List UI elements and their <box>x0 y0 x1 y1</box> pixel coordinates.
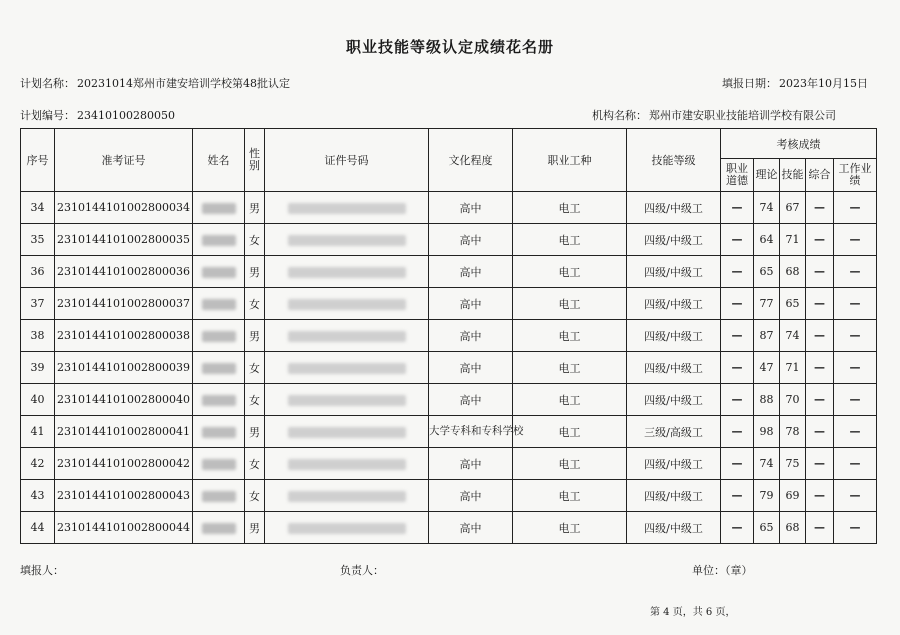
theory-cell: 65 <box>754 256 780 288</box>
ethics-cell: — <box>721 288 754 320</box>
id-cell-redacted <box>265 480 429 512</box>
work-cell: — <box>834 192 877 224</box>
name-cell-redacted <box>193 224 245 256</box>
unit-seal-label: 单位：（章） <box>692 564 753 577</box>
ticket-cell: 2310144101002800037 <box>55 288 193 320</box>
col-theory-header: 理论 <box>754 159 780 192</box>
redaction-blur <box>288 235 406 246</box>
ethics-cell: — <box>721 192 754 224</box>
ethics-cell: — <box>721 320 754 352</box>
skill-cell: 65 <box>780 288 806 320</box>
overall-cell: — <box>806 416 834 448</box>
filler-label: 填报人： <box>20 564 64 577</box>
col-gender-header: 性别 <box>245 129 265 192</box>
overall-cell: — <box>806 384 834 416</box>
table-row <box>21 256 877 288</box>
seq-cell: 43 <box>21 480 55 512</box>
trade-cell: 电工 <box>513 448 627 480</box>
overall-cell: — <box>806 448 834 480</box>
col-ticket-header: 准考证号 <box>55 129 193 192</box>
redaction-blur <box>288 299 406 310</box>
redaction-blur <box>288 427 406 438</box>
trade-cell: 电工 <box>513 352 627 384</box>
work-cell: — <box>834 320 877 352</box>
level-cell: 四级/中级工 <box>627 256 721 288</box>
page-indicator: 第 4 页，共 6 页， <box>650 607 736 618</box>
overall-cell: — <box>806 320 834 352</box>
work-cell: — <box>834 288 877 320</box>
edu-cell: 高中 <box>429 192 513 224</box>
gender-cell: 女 <box>245 384 265 416</box>
redaction-blur <box>288 523 406 534</box>
id-cell-redacted <box>265 512 429 544</box>
plan-name-value: 20231014郑州市建安培训学校第48批认定 <box>77 77 290 90</box>
theory-cell: 64 <box>754 224 780 256</box>
name-cell-redacted <box>193 480 245 512</box>
col-scores-header: 考核成绩 <box>721 129 877 159</box>
gender-cell: 女 <box>245 480 265 512</box>
edu-cell: 大学专科和专科学校 <box>429 416 513 448</box>
name-cell-redacted <box>193 384 245 416</box>
gender-cell: 女 <box>245 224 265 256</box>
org-name-label: 机构名称： <box>592 109 647 122</box>
col-id-header: 证件号码 <box>265 129 429 192</box>
plan-no-label: 计划编号： <box>20 109 75 122</box>
trade-cell: 电工 <box>513 288 627 320</box>
work-cell: — <box>834 480 877 512</box>
level-cell: 四级/中级工 <box>627 352 721 384</box>
trade-cell: 电工 <box>513 320 627 352</box>
id-cell-redacted <box>265 192 429 224</box>
seq-cell: 36 <box>21 256 55 288</box>
redaction-blur <box>202 491 236 502</box>
table-row <box>21 448 877 480</box>
ticket-cell: 2310144101002800035 <box>55 224 193 256</box>
level-cell: 四级/中级工 <box>627 480 721 512</box>
fill-date <box>722 75 868 91</box>
redaction-blur <box>288 363 406 374</box>
table-row <box>21 288 877 320</box>
plan-no-value: 23410100280050 <box>77 109 175 122</box>
id-cell-redacted <box>265 224 429 256</box>
redaction-blur <box>202 427 236 438</box>
skill-cell: 74 <box>780 320 806 352</box>
theory-cell: 47 <box>754 352 780 384</box>
seq-cell: 39 <box>21 352 55 384</box>
skill-cell: 67 <box>780 192 806 224</box>
score-roster-table <box>20 128 877 544</box>
plan-no <box>20 107 175 123</box>
skill-cell: 71 <box>780 352 806 384</box>
redaction-blur <box>202 395 236 406</box>
trade-cell: 电工 <box>513 256 627 288</box>
skill-cell: 75 <box>780 448 806 480</box>
edu-cell: 高中 <box>429 480 513 512</box>
skill-cell: 71 <box>780 224 806 256</box>
table-row <box>21 192 877 224</box>
theory-cell: 98 <box>754 416 780 448</box>
seq-cell: 38 <box>21 320 55 352</box>
name-cell-redacted <box>193 416 245 448</box>
table-row <box>21 512 877 544</box>
col-level-header: 技能等级 <box>627 129 721 192</box>
ticket-cell: 2310144101002800038 <box>55 320 193 352</box>
trade-cell: 电工 <box>513 384 627 416</box>
skill-cell: 70 <box>780 384 806 416</box>
work-cell: — <box>834 448 877 480</box>
table-row <box>21 224 877 256</box>
seq-cell: 42 <box>21 448 55 480</box>
org-name <box>592 107 836 123</box>
work-cell: — <box>834 512 877 544</box>
gender-cell: 男 <box>245 416 265 448</box>
ticket-cell: 2310144101002800044 <box>55 512 193 544</box>
name-cell-redacted <box>193 192 245 224</box>
seq-cell: 35 <box>21 224 55 256</box>
ticket-cell: 2310144101002800036 <box>55 256 193 288</box>
seq-cell: 40 <box>21 384 55 416</box>
col-ethics-header: 职业道德 <box>721 159 754 192</box>
gender-cell: 男 <box>245 256 265 288</box>
edu-cell: 高中 <box>429 352 513 384</box>
level-cell: 四级/中级工 <box>627 224 721 256</box>
theory-cell: 77 <box>754 288 780 320</box>
skill-cell: 69 <box>780 480 806 512</box>
edu-cell: 高中 <box>429 256 513 288</box>
name-cell-redacted <box>193 288 245 320</box>
redaction-blur <box>202 267 236 278</box>
col-seq-header: 序号 <box>21 129 55 192</box>
col-name-header: 姓名 <box>193 129 245 192</box>
seq-cell: 41 <box>21 416 55 448</box>
redaction-blur <box>202 331 236 342</box>
trade-cell: 电工 <box>513 512 627 544</box>
theory-cell: 79 <box>754 480 780 512</box>
overall-cell: — <box>806 288 834 320</box>
ticket-cell: 2310144101002800043 <box>55 480 193 512</box>
level-cell: 三级/高级工 <box>627 416 721 448</box>
edu-cell: 高中 <box>429 384 513 416</box>
name-cell-redacted <box>193 320 245 352</box>
work-cell: — <box>834 352 877 384</box>
theory-cell: 88 <box>754 384 780 416</box>
name-cell-redacted <box>193 448 245 480</box>
trade-cell: 电工 <box>513 192 627 224</box>
id-cell-redacted <box>265 352 429 384</box>
table-row <box>21 384 877 416</box>
edu-cell: 高中 <box>429 448 513 480</box>
col-trade-header: 职业工种 <box>513 129 627 192</box>
redaction-blur <box>288 459 406 470</box>
skill-cell: 68 <box>780 256 806 288</box>
id-cell-redacted <box>265 416 429 448</box>
fill-date-label: 填报日期： <box>722 77 777 90</box>
ticket-cell: 2310144101002800039 <box>55 352 193 384</box>
level-cell: 四级/中级工 <box>627 448 721 480</box>
redaction-blur <box>202 235 236 246</box>
id-cell-redacted <box>265 256 429 288</box>
theory-cell: 65 <box>754 512 780 544</box>
gender-cell: 女 <box>245 288 265 320</box>
work-cell: — <box>834 416 877 448</box>
col-overall-header: 综合 <box>806 159 834 192</box>
redaction-blur <box>288 395 406 406</box>
edu-cell: 高中 <box>429 512 513 544</box>
seq-cell: 44 <box>21 512 55 544</box>
level-cell: 四级/中级工 <box>627 512 721 544</box>
edu-cell: 高中 <box>429 288 513 320</box>
ticket-cell: 2310144101002800042 <box>55 448 193 480</box>
level-cell: 四级/中级工 <box>627 320 721 352</box>
redaction-blur <box>202 459 236 470</box>
theory-cell: 74 <box>754 448 780 480</box>
theory-cell: 74 <box>754 192 780 224</box>
level-cell: 四级/中级工 <box>627 384 721 416</box>
level-cell: 四级/中级工 <box>627 192 721 224</box>
skill-cell: 68 <box>780 512 806 544</box>
redaction-blur <box>288 331 406 342</box>
overall-cell: — <box>806 352 834 384</box>
trade-cell: 电工 <box>513 224 627 256</box>
overall-cell: — <box>806 256 834 288</box>
redaction-blur <box>202 363 236 374</box>
overall-cell: — <box>806 480 834 512</box>
ethics-cell: — <box>721 512 754 544</box>
name-cell-redacted <box>193 352 245 384</box>
trade-cell: 电工 <box>513 480 627 512</box>
gender-cell: 男 <box>245 320 265 352</box>
skill-cell: 78 <box>780 416 806 448</box>
ethics-cell: — <box>721 448 754 480</box>
trade-cell: 电工 <box>513 416 627 448</box>
col-edu-header: 文化程度 <box>429 129 513 192</box>
id-cell-redacted <box>265 448 429 480</box>
work-cell: — <box>834 256 877 288</box>
roster-body <box>21 192 877 544</box>
name-cell-redacted <box>193 512 245 544</box>
edu-cell: 高中 <box>429 320 513 352</box>
gender-cell: 女 <box>245 448 265 480</box>
redaction-blur <box>288 267 406 278</box>
plan-name <box>20 75 290 91</box>
ethics-cell: — <box>721 416 754 448</box>
redaction-blur <box>288 491 406 502</box>
ticket-cell: 2310144101002800040 <box>55 384 193 416</box>
owner-label: 负责人： <box>340 564 384 577</box>
col-skill-header: 技能 <box>780 159 806 192</box>
redaction-blur <box>202 203 236 214</box>
overall-cell: — <box>806 512 834 544</box>
redaction-blur <box>288 203 406 214</box>
gender-cell: 男 <box>245 192 265 224</box>
seq-cell: 34 <box>21 192 55 224</box>
ethics-cell: — <box>721 352 754 384</box>
overall-cell: — <box>806 224 834 256</box>
ethics-cell: — <box>721 256 754 288</box>
overall-cell: — <box>806 192 834 224</box>
ticket-cell: 231014410100280003​4 <box>55 192 193 224</box>
theory-cell: 87 <box>754 320 780 352</box>
seq-cell: 37 <box>21 288 55 320</box>
table-row <box>21 352 877 384</box>
edu-cell: 高中 <box>429 224 513 256</box>
ethics-cell: — <box>721 384 754 416</box>
table-row <box>21 320 877 352</box>
level-cell: 四级/中级工 <box>627 288 721 320</box>
redaction-blur <box>202 523 236 534</box>
work-cell: — <box>834 384 877 416</box>
org-name-value: 郑州市建安职业技能培训学校有限公司 <box>649 109 836 122</box>
table-row <box>21 416 877 448</box>
col-work-header: 工作业绩 <box>834 159 877 192</box>
fill-date-value: 2023年10月15日 <box>779 77 868 90</box>
table-row <box>21 480 877 512</box>
work-cell: — <box>834 224 877 256</box>
redaction-blur <box>202 299 236 310</box>
gender-cell: 女 <box>245 352 265 384</box>
name-cell-redacted <box>193 256 245 288</box>
id-cell-redacted <box>265 288 429 320</box>
page-title: 职业技能等级认定成绩花名册 <box>345 38 554 56</box>
id-cell-redacted <box>265 384 429 416</box>
id-cell-redacted <box>265 320 429 352</box>
ticket-cell: 2310144101002800041 <box>55 416 193 448</box>
ethics-cell: — <box>721 480 754 512</box>
ethics-cell: — <box>721 224 754 256</box>
plan-name-label: 计划名称： <box>20 77 75 90</box>
gender-cell: 男 <box>245 512 265 544</box>
